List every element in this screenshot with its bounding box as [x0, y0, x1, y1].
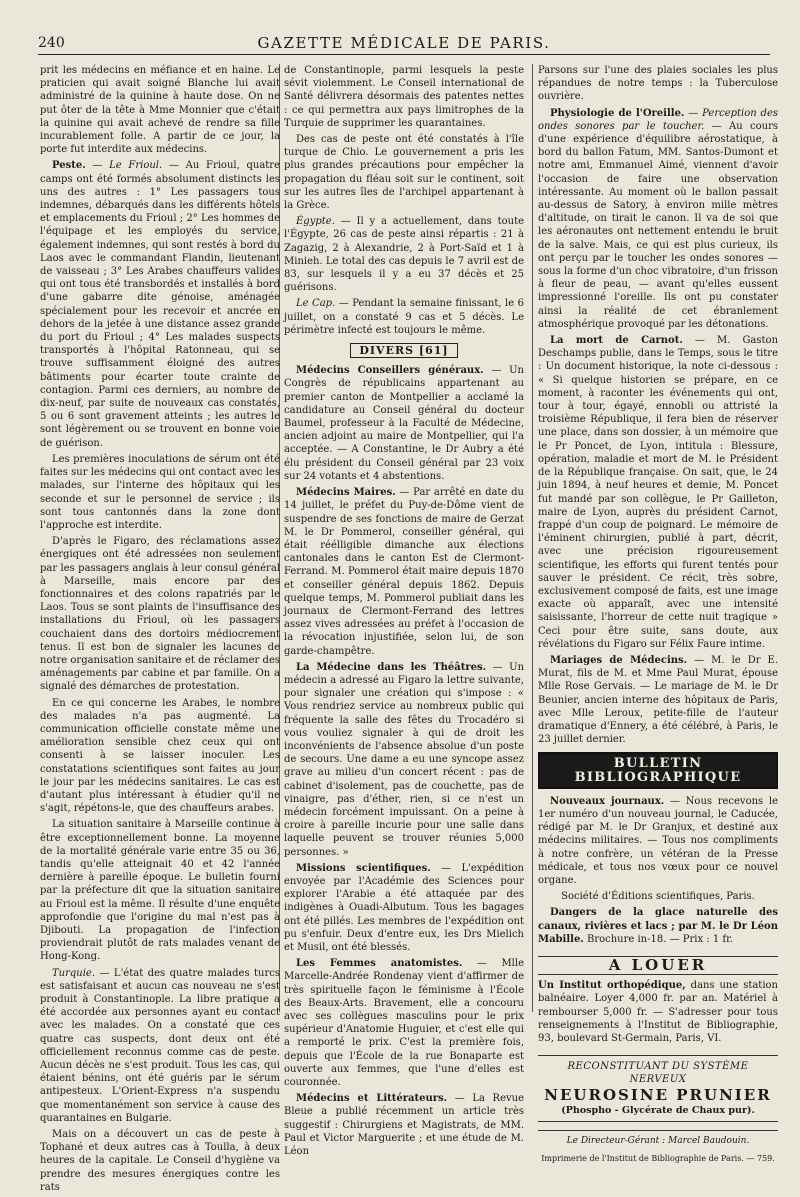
turquie-paragraph-2: Mais on a découvert un cas de peste à Tophané et deux autres cas à Toulla, à deux heures de la capitale. Le Conseil d'hygiène va prendre des mesures énergiques contre les rats [40, 1129, 280, 1193]
femmes-paragraph: Les Femmes anatomistes. — Mlle Marcelle-Andrée Rondenay vient d'affirmer de très spirituelle façon le féminisme à l'École des Beaux-Arts. Bravement, elle a concouru avec ses collègues masculins pour le prix supérieur d'Anatomie Huguier, et c'est elle qui a remporté le prix. C'est la première fois, depuis que l'École de la rue Bonaparte est ouverte aux femmes, que l'une d'elles est couronnée. [284, 958, 524, 1089]
column-1 [40, 64, 280, 1197]
egypte-title: Égypte. [296, 216, 335, 228]
peste-paragraph-2: Les premières inoculations de sérum ont été faites sur les médecins qui ont contact avec les malades, sur l'interne des hôpitaux qui les seconde et sur le personnel de service ; ils sont tous cantonnés dans la zone dont l'approche est interdite. [40, 453, 280, 531]
column-rule-2 [532, 64, 533, 1012]
neurosine-name: NEUROSINE PRUNIER [544, 1085, 772, 1104]
peste-subtitle: Le Frioul. [109, 160, 163, 172]
missions-text: L'expédition envoyée par l'Académie des Sciences pour explorer l'Arabie a été attaquée par des indigènes à Ouadi-Albutum. Tous les bagages ont été pillés. Les membres de l'expédition ont pu s'enfuir. Deux d'entre eux, les Drs Mielich et Musil, ont été blessés. [284, 862, 524, 953]
theatres-title: La Médecine dans les Théâtres. [296, 661, 487, 673]
peste-title: Peste. [52, 160, 86, 172]
egypte-text: Il y a actuellement, dans toute l'Égypte, 26 cas de peste ainsi répartis : 21 à Zagazig, 2 à Alexandrie, 2 à Port-Saïd et 1 à Minieh. Le total des cas depuis le 7 avril est de 83, sur lesquels il y a eu 37 décès et 25 guérisons. [284, 216, 525, 294]
column-3 [538, 64, 778, 1165]
maires-title: Médecins Maires. [296, 487, 396, 499]
constantinople-paragraph: de Constantinople, parmi lesquels la peste sévit violemment. Le Conseil international de Santé délivrera désormais des patentes nettes : ce qui permettra aux pays limitrophes de la Turquie de supprimer les quarantaines. [284, 65, 524, 129]
institut-paragraph [538, 979, 778, 1045]
litterateurs-title: Médecins et Littérateurs. [296, 1093, 448, 1105]
journaux-title: Nouveaux journaux. [550, 795, 665, 807]
chio-paragraph: Des cas de peste ont été constatés à l'île turque de Chio. Le gouvernement a pris les plus grandes précautions pour empêcher la propagation du fléau soit sur le continent, soit sur les autres îles de l'archipel appartenant à la Grèce. [284, 134, 524, 212]
theatres-paragraph: La Médecine dans les Théâtres. — Un médecin a adressé au Figaro la lettre suivante, pour signaler une création qui s'impose : « Vous rendriez service au nombreux public qui fréquente la salle des fêtes du Trocadéro si vous vouliez signaler à qui de droit les inconvénients de l'absence absolue d'un poste de secours. Une dame a eu une syncope assez grave au milieu d'un concert récent : pas de cabinet d'isolement, pas de couchette, pas de vinaigre, pas d'éther, rien, si ce n'est un médecin forcément impuissant. On a peine à croire à pareille incurie pour une salle dans laquelle peuvent se trouver réunies 5,000 personnes. » [284, 661, 525, 858]
litterateurs-paragraph: Médecins et Littérateurs. — La Revue Bleue a publié récemment un article très suggestif : Chirurgiens et Magistrats, de MM. Paul et Victor Marguerite ; et une étude de M. Léon [284, 1093, 524, 1158]
institut-text: dans une station balnéaire. Loyer 4,000 fr. par an. Matériel à rembourser 5,000 fr. — S'adresser pour tous renseignements à l'Institut de Bibliographie, 93, boulevard St-Germain, Paris, VI. [538, 980, 778, 1045]
carnot-title: La mort de Carnot. [550, 335, 683, 347]
divers-heading [284, 343, 524, 358]
litterateurs-text: La Revue Bleue a publié récemment un article très suggestif : Chirurgiens et Magistrats, de MM. Paul et Victor Marguerite ; et une étude de M. Léon [284, 1093, 524, 1158]
theatres-text: Un médecin a adressé au Figaro la lettre suivante, pour signaler une création qui s'impose : « Vous rendriez service au nombreux public qui fréquente la salle des fêtes du Trocadéro si vous vouliez signaler à qui de droit les inconvénients de l'absence absolue d'un poste de secours. Une dame a eu une syncope assez grave au milieu d'un concert récent : pas de cabinet d'isolement, pas de couchette, pas de vinaigre, pas d'éther, rien, si ce n'est un médecin forcément impuissant. On a peine à croire à pareille incurie pour une salle dans laquelle peuvent se trouver réunies 5,000 personnes. » [284, 661, 525, 858]
missions-paragraph: Missions scientifiques. — L'expédition envoyée par l'Académie des Sciences pour explorer l'Arabie a été attaquée par des indigènes à Ouadi-Albutum. Tous les bagages ont été pillés. Les membres de l'expédition ont pu s'enfuir. Deux d'entre eux, les Drs Mielich et Musil, ont été blessés. [284, 862, 524, 953]
cap-title: Le Cap. [296, 298, 336, 310]
divers-label: DIVERS [61] [350, 343, 457, 358]
dangers-title: Dangers de la glace naturelle des canaux, rivières et lacs ; par M. le Dr Léon Mabille. [538, 907, 778, 945]
conseillers-paragraph: Médecins Conseillers généraux. — Un Congrès de républicains appartenant au premier canton de Montpellier a acclamé la candidature au Conseil général du docteur Baumel, professeur à la Faculté de Médecine, ancien adjoint au maire de Montpellier, qui l'a acceptée. — A Constantine, le Dr Aubry a été élu président du Conseil général par 23 voix sur 24 votants et 4 abstentions. [284, 365, 524, 482]
oreille-title: Physiologie de l'Oreille. [550, 107, 685, 119]
journaux-text: Nous recevons le 1er numéro d'un nouveau journal, le Caducée, rédigé par M. le Dr Granjux, et destiné aux médecins militaires. — Tous nos compliments à notre confrère, un vétéran de la Presse médicale, et tous nos vœux pour ce nouvel organe. [538, 795, 778, 886]
carnot-paragraph: La mort de Carnot. — M. Gaston Deschamps publie, dans le Temps, sous le titre : Un document historique, la note ci-dessous : « Si quelque historien se prépare, en ce moment, à raconter les événements qui ont, tour à tour, égayé, ennobli ou attristé la troisième République, il fera bien de réserver une place, dans son dossier, à un mémoire que le Pr Poncet, de Lyon, intitula : Blessure, opération, maladie et mort de M. le Président de la République française. On sait, que, le 24 juin 1894, à neuf heures et demie, M. Poncet fut mandé par son collègue, le Pr Gailleton, maire de Lyon, auprès du président Carnot, frappé d'un coup de poignard. Le mémoire de l'éminent chirurgien, publié à part, décrit, avec une précision rigoureusement scientifique, les efforts qui furent tentés pour sauver le président. Ce récit, très sobre, exclusivement composé de faits, est une image exacte où apparaît, avec une intensité saisissante, l'horreur de cette nuit tragique » Ceci pour être suite, sans doute, aux révélations du Figaro sur Félix Faure intime. [538, 335, 779, 650]
oreille-subtitle: Perception des ondes sonores par le toucher. [538, 107, 778, 132]
bulletin-bibliographique-banner: BULLETIN BIBLIOGRAPHIQUE [538, 752, 778, 788]
mariages-title: Mariages de Médecins. [550, 654, 688, 666]
peste-paragraph-3: D'après le Figaro, des réclamations assez énergiques ont été adressées non seulement par les passagers anglais à leur consul général à Marseille, mais encore par des fonctionnaires et des colons rapatriés par le Laos. Tous se sont plaints de l'insuffisance des installations du Frioul, où les passagers couchaient dans des dortoirs médiocrement tenus. Il est bon de signaler les lacunes de notre organisation sanitaire et de réclamer des aménagements par cabine et par famille. On a signalé des démarches de protestation. [40, 536, 280, 693]
page-header [38, 32, 770, 55]
missions-title: Missions scientifiques. [296, 862, 431, 874]
gerant-text: Le Directeur-Gérant : Marcel Baudouin. [566, 1136, 750, 1147]
cap-paragraph: Le Cap. — Pendant la semaine finissant, le 6 juillet, on a constaté 9 cas et 5 décès. Le périmètre infecté est toujours le même. [284, 298, 525, 336]
column-2 [284, 64, 524, 1161]
carnot-text: M. Gaston Deschamps publie, dans le Temps, sous le titre : Un document historique, la note ci-dessous : « Si quelque historien se prépare, en ce moment, à raconter les événements qui ont, tour à tour, égayé, ennobli ou attristé la troisième République, il fera bien de réserver une place, dans son dossier, à un mémoire que le Pr Poncet, de Lyon, intitula : Blessure, opération, maladie et mort de M. le Président de la République française. On sait, que, le 24 juin 1894, à neuf heures et demie, M. Poncet fut mandé par son collègue, le Pr Gailleton, maire de Lyon, auprès du président Carnot, frappé d'un coup de poignard. Le mémoire de l'éminent chirurgien, publié à part, décrit, avec une précision rigoureusement scientifique, les efforts qui furent tentés pour sauver le président. Ce récit, très sobre, exclusivement composé de faits, est une image exacte où apparaît, avec une intensité saisissante, l'horreur de cette nuit tragique » Ceci pour être suite, sans doute, aux révélations du Figaro sur Félix Faure intime. [538, 335, 779, 650]
gerant-line [538, 1130, 778, 1148]
conseillers-text: Un Congrès de républicains appartenant au premier canton de Montpellier a acclamé la candidature au Conseil général du docteur Baumel, professeur à la Faculté de Médecine, ancien adjoint au maire de Montpellier, qui l'a acceptée. — A Constantine, le Dr Aubry a été élu président du Conseil général par 23 voix sur 24 votants et 4 abstentions. [284, 365, 524, 482]
intro-paragraph: prit les médecins en méfiance et en haine. Le praticien qui avait soigné Blanche lui avait administré de la quinine à haute dose. On ne put ôter de la tête à Mme Monnier que c'était la quinine qui avait achevé de rendre sa fille incurablement folle. A partir de ce jour, la porte fut interdite aux médecins. [40, 65, 280, 156]
institut-title: Un Institut orthopédique, [538, 980, 686, 992]
mariages-paragraph: Mariages de Médecins. — M. le Dr E. Murat, fils de M. et Mme Paul Murat, épouse Mlle Rose Gervais. — Le mariage de M. le Dr Beunier, ancien interne des hôpitaux de Paris, avec Mlle Leroux, petite-fille de l'auteur dramatique d'Ennery, a été célébré, à Paris, le 23 juillet dernier. [538, 654, 779, 746]
mariages-text: M. le Dr E. Murat, fils de M. et Mme Paul Murat, épouse Mlle Rose Gervais. — Le mariage de M. le Dr Beunier, ancien interne des hôpitaux de Paris, avec Mlle Leroux, petite-fille de l'auteur dramatique d'Ennery, a été célébré, à Paris, le 23 juillet dernier. [538, 654, 779, 746]
page-number: 240 [38, 35, 65, 51]
societe-line: Société d'Éditions scientifiques, Paris. [561, 891, 755, 903]
turquie-paragraph: Turquie. — L'état des quatre malades turcs est satisfaisant et aucun cas nouveau ne s'est produit à Constantinople. La libre pratique a été accordée aux personnes ayant eu contact avec les malades. On a constaté que ces quatre cas suspects, dont deux ont été officiellement reconnus comme cas de peste. Aucun décès ne s'est produit. Tous les cas, qui étaient bénins, ont été guéris par le sérum antipesteux. L'Orient-Express n'a suspendu que momentanément son service à cause des quarantaines en Bulgarie. [40, 967, 280, 1124]
neurosine-formula: (Phospho - Glycérate de Chaux pur). [561, 1104, 755, 1116]
peste-paragraph-4: En ce qui concerne les Arabes, le nombre des malades n'a pas augmenté. La communication officielle constate même une amélioration sensible chez ceux qui ont consenti à se laisser inoculer. Les constatations scientifiques sont faites au jour le jour par les médecins sanitaires. Le cas est d'autant plus intéressant à étudier qu'il ne s'agit, répétons-le, que des chauffeurs arabes. [40, 697, 280, 815]
conseillers-title: Médecins Conseillers généraux. [296, 365, 484, 377]
maires-text: Par arrêté en date du 14 juillet, le préfet du Puy-de-Dôme vient de suspendre de ses fonctions de maire de Gerzat M. le Dr Pommerol, conseiller général, qui était réélligible dimanche aux élections cantonales dans le canton Est de Clermont-Ferrand. M. Pommerol était maire depuis 1870 et conseiller général depuis 1862. Depuis quelque temps, M. Pommerol publiait dans les journaux de Clermont-Ferrand des lettres assez vives adressées au préfet à l'occasion de la révocation injustifiée, selon lui, de son garde-champêtre. [284, 487, 524, 657]
turquie-title: Turquie. [52, 967, 96, 979]
neurosine-tagline: RECONSTITUANT DU SYSTÈME NERVEUX [567, 1061, 749, 1086]
peste-text-1: Au Frioul, quatre camps ont été formés absolument distincts les uns des autres : 1° Les passagers tous indemnes, débarqués dans les différents hôtels et emplacements du Frioul ; 2° Les hommes de l'équipage et les employés du service, également indemnes, qui sont restés à bord du Laos avec le commandant Flandin, lieutenant de vaisseau ; 3° Les Arabes chauffeurs valides qui ont tous été transbordés et installés à bord d'une gabarre dite génoise, aménagée spécialement pour les recevoir et ancrée en dehors de la jetée à une distance assez grande du port du Frioul ; 4° Les malades suspects transportés à l'hôpital Ratonneau, qui se trouve suffisamment éloigné des autres bâtiments pour écarter toute crainte de contagion. Parmi ces derniers, au nombre de dix-neuf, par suite de nouveaux cas constatés, 5 ou 6 sont gravement atteints ; les autres le sont légèrement ou se trouvent en bonne voie de guérison. [40, 160, 280, 449]
peste-paragraph-5: La situation sanitaire à Marseille continue à être exceptionnellement bonne. La moyenne de la mortalité générale varie entre 35 ou 36, tandis qu'elle atteignait 40 et 42 l'année dernière à pareille époque. Le bulletin fourni par la préfecture dit que la situation sanitaire au Frioul est la même. Il résulte d'une enquête approfondie que l'origine du mal n'est pas à Djibouti. La propagation de l'infection proviendrait plutôt de rats malades venant de Hong-Kong. [40, 819, 280, 963]
dangers-paragraph [538, 906, 778, 946]
dangers-text: Brochure in-18. — Prix : 1 fr. [586, 933, 733, 945]
turquie-text: L'état des quatre malades turcs est satisfaisant et aucun cas nouveau ne s'est produit à Constantinople. La libre pratique a été accordée aux personnes ayant eu contact avec les malades. On a constaté que ces quatre cas suspects, dont deux ont été officiellement reconnus comme cas de peste. Aucun décès ne s'est produit. Tous les cas, qui étaient bénins, ont été guéris par le sérum antipesteux. L'Orient-Express n'a suspendu que momentanément son service à cause des quarantaines en Bulgarie. [40, 967, 280, 1124]
maires-paragraph: Médecins Maires. — Par arrêté en date du 14 juillet, le préfet du Puy-de-Dôme vient de suspendre de ses fonctions de maire de Gerzat M. le Dr Pommerol, conseiller général, qui était réélligible dimanche aux élections cantonales dans le canton Est de Clermont-Ferrand. M. Pommerol était maire depuis 1870 et conseiller général depuis 1862. Depuis quelque temps, M. Pommerol publiait dans les journaux de Clermont-Ferrand des lettres assez vives adressées au préfet à l'occasion de la révocation injustifiée, selon lui, de son garde-champêtre. [284, 487, 524, 657]
egypte-paragraph: Égypte. — Il y a actuellement, dans toute l'Égypte, 26 cas de peste ainsi répartis : 21 à Zagazig, 2 à Alexandrie, 2 à Port-Saïd et 1 à Minieh. Le total des cas depuis le 7 avril est de 83, sur lesquels il y a eu 37 décès et 25 guérisons. [284, 216, 525, 294]
femmes-text: Mlle Marcelle-Andrée Rondenay vient d'affirmer de très spirituelle façon le féminisme à l'École des Beaux-Arts. Bravement, elle a concouru avec ses collègues masculins pour le prix supérieur d'Anatomie Huguier, et c'est elle qui a remporté le prix. C'est la première fois, depuis que l'École de la rue Bonaparte est ouverte aux femmes, que l'une d'elles est couronnée. [284, 958, 524, 1089]
journaux-paragraph: Nouveaux journaux. — Nous recevons le 1er numéro d'un nouveau journal, le Caducée, rédigé par M. le Dr Granjux, et destiné aux médecins militaires. — Tous nos compliments à notre confrère, un vétéran de la Presse médicale, et tous nos vœux pour ce nouvel organe. [538, 795, 778, 886]
neurosine-advert [538, 1055, 778, 1122]
peste-paragraph-1: Peste. — Le Frioul. — Au Frioul, quatre camps ont été formés absolument distincts les uns des autres : 1° Les passagers tous indemnes, débarqués dans les différents hôtels et emplacements du Frioul ; 2° Les hommes de l'équipage et les employés du service, également indemnes, qui sont restés à bord du Laos avec le commandant Flandin, lieutenant de vaisseau ; 3° Les Arabes chauffeurs valides qui ont tous été transbordés et installés à bord d'une gabarre dite génoise, aménagée spécialement pour les recevoir et ancrée en dehors de la jetée à une distance assez grande du port du Frioul ; 4° Les malades suspects transportés à l'hôpital Ratonneau, qui se trouve suffisamment éloigné des autres bâtiments pour écarter toute crainte de contagion. Parmi ces derniers, au nombre de dix-neuf, par suite de nouveaux cas constatés, 5 ou 6 sont gravement atteints ; les autres le sont légèrement ou se trouvent en bonne voie de guérison. [40, 160, 280, 449]
a-louer-heading: A LOUER [538, 956, 778, 975]
femmes-title: Les Femmes anatomistes. [296, 958, 463, 970]
imprimerie-line: Imprimerie de l'Institut de Bibliographie de Paris. — 759. [541, 1154, 775, 1164]
oreille-text: Au cours d'une expérience d'équilibre aérostatique, à bord du ballon Fatum, MM. Santos-Dumont et notre ami, Emmanuel Aimé, viennent d'avoir l'occasion de faire une observation intéressante. Au moment où le ballon passait au-dessus de Satory, à environ mille mètres d'altitude, on tirait le canon. Il va de soi que les aéronautes ont nettement entendu le bruit de la salve. Mais, ce qui est plus curieux, ils ont perçu par le toucher les ondes sonores — sous la forme d'un choc vibratoire, d'un frisson à fleur de peau, — avant qu'elles eussent impressionné l'oreille. Ils ont pu constater ainsi la réalité de cet ébranlement atmosphérique provoqué par les détonations. [538, 120, 778, 330]
journal-title: GAZETTE MÉDICALE DE PARIS. [257, 34, 551, 52]
oreille-paragraph: Physiologie de l'Oreille. — Perception des ondes sonores par le toucher. — Au cours d'une expérience d'équilibre aérostatique, à bord du ballon Fatum, MM. Santos-Dumont et notre ami, Emmanuel Aimé, viennent d'avoir l'occasion de faire une observation intéressante. Au moment où le ballon passait au-dessus de Satory, à environ mille mètres d'altitude, on tirait le canon. Il va de soi que les aéronautes ont nettement entendu le bruit de la salve. Mais, ce qui est plus curieux, ils ont perçu par le toucher les ondes sonores — sous la forme d'un choc vibratoire, d'un frisson à fleur de peau, — avant qu'elles eussent impressionné l'oreille. Ils ont pu constater ainsi la réalité de cet ébranlement atmosphérique provoqué par les détonations. [538, 107, 778, 330]
cap-text: Pendant la semaine finissant, le 6 juillet, on a constaté 9 cas et 5 décès. Le périmètre infecté est toujours le même. [284, 298, 525, 336]
parsons-paragraph: Parsons sur l'une des plaies sociales les plus répandues de notre temps : la Tuberculose ouvrière. [538, 65, 778, 103]
